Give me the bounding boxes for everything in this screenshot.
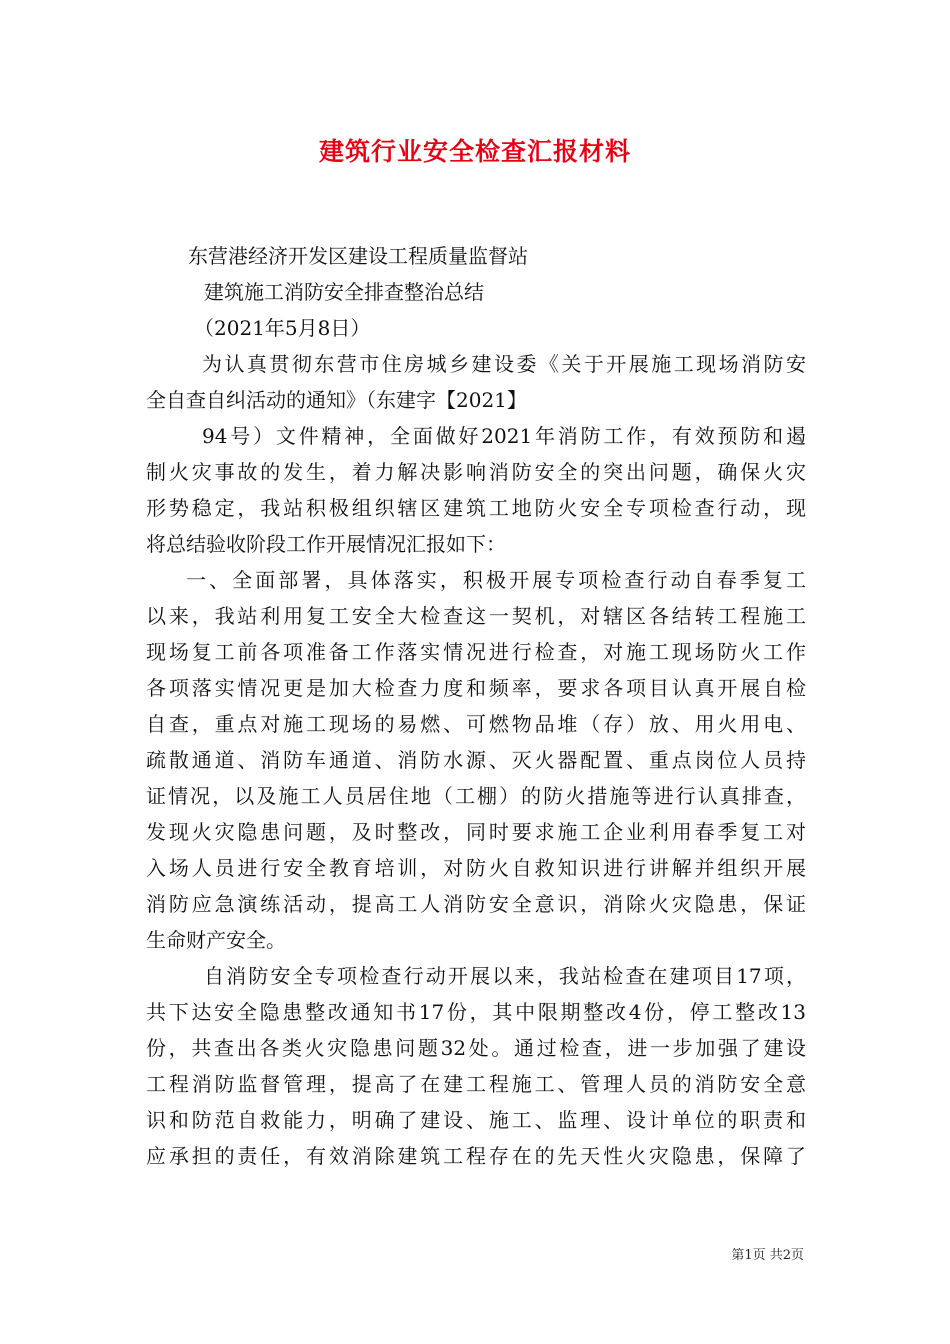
paragraph-line: 生命财产安全。 <box>146 928 286 952</box>
paragraph-line: 识和防范自救能力，明确了建设、施工、监理、设计单位的职责和 <box>146 1108 806 1132</box>
page-footer: 第1页 共2页 <box>731 1248 804 1263</box>
document-date: （2021年5月8日） <box>194 316 371 340</box>
paragraph-line: 94号）文件精神，全面做好2021年消防工作，有效预防和遏 <box>202 424 806 448</box>
document-body <box>146 238 806 1174</box>
paragraph-line: 全自查自纠活动的通知》（东建字【2021】 <box>146 388 527 412</box>
paragraph-line: 一、全面部署，具体落实，积极开展专项检查行动自春季复工 <box>186 568 806 592</box>
paragraph-line: 份，共查出各类火灾隐患问题32处。通过检查，进一步加强了建设 <box>146 1036 806 1060</box>
paragraph-line: 工程消防监督管理，提高了在建工程施工、管理人员的消防安全意 <box>146 1072 806 1096</box>
paragraph-line: 为认真贯彻东营市住房城乡建设委《关于开展施工现场消防安 <box>202 352 806 376</box>
paragraph-line: 消防应急演练活动，提高工人消防安全意识，消除火灾隐患，保证 <box>146 892 806 916</box>
paragraph-line: 证情况，以及施工人员居住地（工棚）的防火措施等进行认真排查， <box>146 784 806 808</box>
paragraph-line: 疏散通道、消防车通道、消防水源、灭火器配置、重点岗位人员持 <box>146 748 806 772</box>
paragraph-line: 共下达安全隐患整改通知书17份，其中限期整改4份，停工整改13 <box>146 1000 806 1024</box>
paragraph-line: 现场复工前各项准备工作落实情况进行检查，对施工现场防火工作 <box>146 640 806 664</box>
section-title: 建筑施工消防安全排查整治总结 <box>204 280 484 304</box>
paragraph-line: 制火灾事故的发生，着力解决影响消防安全的突出问题，确保火灾 <box>146 460 806 484</box>
paragraph-line: 形势稳定，我站积极组织辖区建筑工地防火安全专项检查行动，现 <box>146 496 806 520</box>
paragraph-line: 将总结验收阶段工作开展情况汇报如下： <box>146 532 506 556</box>
paragraph-line: 各项落实情况更是加大检查力度和频率，要求各项目认真开展自检 <box>146 676 806 700</box>
paragraph-line: 自消防安全专项检查行动开展以来，我站检查在建项目17项， <box>204 964 806 988</box>
paragraph-line: 发现火灾隐患问题，及时整改，同时要求施工企业利用春季复工对 <box>146 820 806 844</box>
org-name: 东营港经济开发区建设工程质量监督站 <box>188 244 528 268</box>
document-title: 建筑行业安全检查汇报材料 <box>318 137 631 166</box>
paragraph-line: 应承担的责任，有效消除建筑工程存在的先天性火灾隐患，保障了 <box>146 1144 806 1168</box>
paragraph-line: 自查，重点对施工现场的易燃、可燃物品堆（存）放、用火用电、 <box>146 712 806 736</box>
paragraph-line: 以来，我站利用复工安全大检查这一契机，对辖区各结转工程施工 <box>146 604 806 628</box>
paragraph-line: 入场人员进行安全教育培训，对防火自救知识进行讲解并组织开展 <box>146 856 806 880</box>
